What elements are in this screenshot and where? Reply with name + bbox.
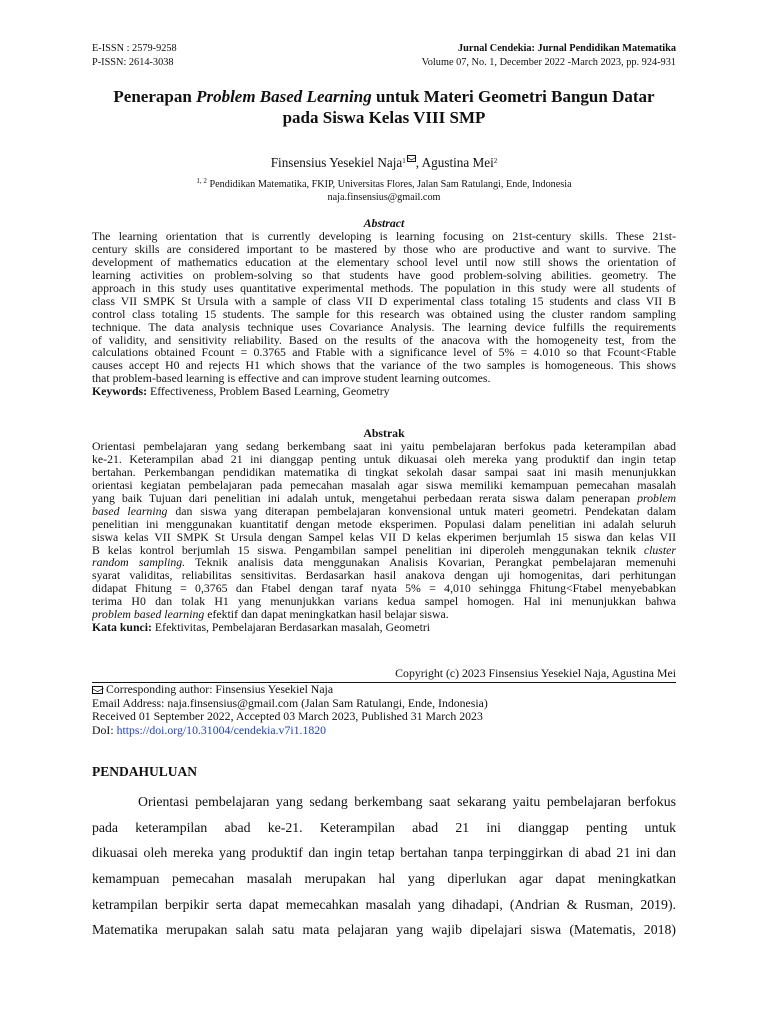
affiliation-sup: 1, 2 <box>196 177 207 185</box>
eissn: E-ISSN : 2579-9258 <box>92 43 177 54</box>
abstrak-italic: problem <box>637 491 676 505</box>
envelope-icon <box>407 155 416 162</box>
affiliation <box>0 179 768 205</box>
doi-link[interactable]: https://doi.org/10.31004/cendekia.v7i1.1820 <box>116 723 327 737</box>
author-1: Finsensius Yesekiel Naja <box>270 155 403 170</box>
abstrak-line: didapat Fhitung = 0,3765 dan Ftabel dengan taraf nyata 5% = 4,010 sehingga Fhitung<Ftabel menyebabkan <box>92 582 676 596</box>
abstrak-italic: random sampling. <box>92 556 186 570</box>
abstrak-text: yang baik Tujuan dari penelitian ini adalah untuk, mengetahui perbedaan rerata siswa dalam penerapan <box>92 491 638 505</box>
abstrak-text: Teknik analisis data menggunakan Analisis Kovarian, Perangkat pembelajaran memenuhi <box>185 556 676 570</box>
abstract-line: technique. The data analysis technique uses Covariance Analysis. The learning device fulfills the requirements <box>92 320 676 334</box>
body-line: kemampuan pemecahan masalah merupakan hal yang diperlukan agar dapat meningkatkan <box>92 871 676 887</box>
abstrak-line <box>92 492 676 505</box>
abstrak-line: syarat validitas, reliabilitas sensitivitas. Berdasarkan hasil anakova dengan uji homogenitas, dari perhitungan <box>92 569 676 583</box>
abstract-line: learning activities on problem-solving so that students have good problem-solving abilities. geometry. The <box>92 268 676 282</box>
abstract-line: century skills are considered important to be mastered by those who are productive and want to survive. The <box>92 242 676 256</box>
author-separator: , <box>415 155 422 170</box>
author-1-sup: 1 <box>402 157 406 165</box>
abstrak-text: dan siswa yang diterapan pembelajaran konvensional untuk materi geometri. Pendekatan dalam <box>167 504 676 518</box>
title-italic: Problem Based Learning <box>196 87 372 106</box>
body-text <box>92 789 676 943</box>
volume-info: Volume 07, No. 1, December 2022 -March 2023, pp. 924-931 <box>421 56 676 68</box>
kata-kunci-text: Efektivitas, Pembelajaran Berdasarkan masalah, Geometri <box>151 621 431 635</box>
abstrak-line <box>92 544 676 557</box>
title-line-2: pada Siswa Kelas VIII SMP <box>282 108 486 127</box>
pissn: P-ISSN: 2614-3038 <box>92 56 174 68</box>
abstract-line: development of mathematics education at the elementary school level until now still shows the orientation of <box>92 255 676 269</box>
abstract-line: calculations obtained Fcount = 0.3765 and Ftable with a significance level of 5% = 4.010 so that Fcount<Ftable <box>92 346 676 360</box>
abstrak-line: bertahan. Perkembangan pendidikan matematika di tingkat sekolah dasar sampai saat ini masih menunjukkan <box>92 465 676 479</box>
kata-kunci-line <box>92 621 676 634</box>
doi-line <box>92 724 676 738</box>
body-line: dikuasai oleh mereka yang produktif dan ingin tetap bertahan tanpa terpinggirkan di abad 21 ini dan <box>92 845 676 861</box>
abstract-heading: Abstract <box>363 216 405 230</box>
abstract-line: class VII SMPK St Ursula with a sample of class VII D experimental class totaling 15 students and class VII B <box>92 294 676 308</box>
title-line-1 <box>40 86 728 107</box>
author-2: Agustina Mei <box>421 155 494 170</box>
keywords-line <box>92 385 676 398</box>
issn-block <box>92 42 177 69</box>
affiliation-email: naja.finsensius@gmail.com <box>327 191 441 203</box>
journal-name: Jurnal Cendekia: Jurnal Pendidikan Matematika <box>458 43 676 54</box>
abstract-line: The learning orientation that is currently developing is learning focusing on 21st-century skills. These 21st- <box>92 230 676 243</box>
abstract-line: control class totaling 15 students. The sample for this research was obtained using the cluster random sampling <box>92 307 676 321</box>
abstrak-text: efektif dan dapat meningkatkan hasil belajar siswa. <box>204 608 449 622</box>
correspondence-block <box>92 683 676 737</box>
abstrak-text: B kelas kontrol berjumlah 15 siswa. Pengambilan sampel penelitian ini diperoleh menggunakan teknik <box>92 543 644 557</box>
abstract-line: causes accept H0 and rejects H1 which shows that the variance of the two samples is homogeneous. This shows <box>92 359 676 373</box>
abstrak-line <box>92 505 676 518</box>
email-address: Email Address: naja.finsensius@gmail.com (Jalan Sam Ratulangi, Ende, Indonesia) <box>92 696 488 710</box>
abstrak-italic: based learning <box>92 504 168 518</box>
abstract-line: of validity, and sensitivity reliability. Based on the results of the anacova with the homogeneity test, from the <box>92 333 676 347</box>
abstract-english <box>92 217 676 398</box>
abstrak-line <box>92 608 676 621</box>
abstrak-line: Orientasi pembelajaran yang sedang berkembang saat ini yaitu pembelajaran berfokus pada keterampilan abad <box>92 440 676 453</box>
abstrak-line: orientasi kegiatan pembelajaran pada pemecahan masalah agar siswa memiliki kemampuan pemecahan masalah <box>92 478 676 492</box>
publication-dates: Received 01 September 2022, Accepted 03 March 2023, Published 31 March 2023 <box>92 710 483 723</box>
journal-info <box>422 42 676 69</box>
affiliation-line <box>0 179 768 192</box>
abstract-indonesian <box>92 427 676 634</box>
corresponding-author: Corresponding author: Finsensius Yesekiel Naja <box>106 683 334 696</box>
kata-kunci-label: Kata kunci: <box>92 621 152 635</box>
abstrak-line: terima H0 dan tolak H1 yang menunjukkan varians kedua sampel homogen. Hal ini menunjukkan bahwa <box>92 595 676 609</box>
doi-label: DoI: <box>92 723 117 737</box>
author-2-sup: 2 <box>493 157 498 165</box>
abstrak-italic: cluster <box>643 543 676 557</box>
keywords-text: Effectiveness, Problem Based Learning, Geometry <box>147 385 390 399</box>
body-line: pada keterampilan abad ke-21. Keterampilan abad 21 ini dianggap penting untuk <box>92 819 676 835</box>
title-suffix: untuk Materi Geometri Bangun Datar <box>371 87 655 106</box>
copyright-notice: Copyright (c) 2023 Finsensius Yesekiel Naja, Agustina Mei <box>395 666 676 680</box>
abstrak-heading: Abstrak <box>363 426 405 440</box>
abstrak-line: ke-21. Keterampilan abad 21 ini dianggap penting untuk dikuasai oleh mereka yang produktif dan ingin tetap <box>92 452 676 466</box>
paper-title <box>40 86 728 128</box>
corresponding-author-line <box>92 683 676 697</box>
running-header <box>92 42 676 72</box>
envelope-icon <box>92 686 103 694</box>
abstract-line: that problem-based learning is effective and can improve student learning outcomes. <box>92 372 491 386</box>
body-line: ketrampilan berpikir serta dapat memecahkan masalah yang dihadapi, (Andrian & Rusman, 2019). <box>92 896 676 912</box>
affiliation-text: Pendidikan Matematika, FKIP, Universitas Flores, Jalan Sam Ratulangi, Ende, Indonesia <box>206 179 572 190</box>
title-prefix: Penerapan <box>113 87 197 106</box>
keywords-label: Keywords: <box>92 385 148 399</box>
abstrak-italic: problem based learning <box>92 608 205 622</box>
body-line: Orientasi pembelajaran yang sedang berkembang saat sekarang yaitu pembelajaran berfokus <box>138 794 676 809</box>
body-line: Matematika merupakan salah satu mata pelajaran yang wajib dipelajari siswa (Matematis, 2018) <box>92 922 676 938</box>
author-list <box>0 154 768 171</box>
abstrak-line: siswa kelas VII SMPK St Ursula dengan Sampel kelas VII D kelas ekperimen berjumlah 15 siswa dan kelas VII <box>92 530 676 544</box>
abstract-line: approach in this study uses quantitative experimental methods. The population in this study were all students of <box>92 281 676 295</box>
abstrak-line: penelitian ini menggunakan kuantitatif dengan metode eksperimen. Populasi dalam penelitian ini adalah seluruh <box>92 517 676 531</box>
section-heading: PENDAHULUAN <box>92 764 198 779</box>
abstrak-line <box>92 556 676 569</box>
